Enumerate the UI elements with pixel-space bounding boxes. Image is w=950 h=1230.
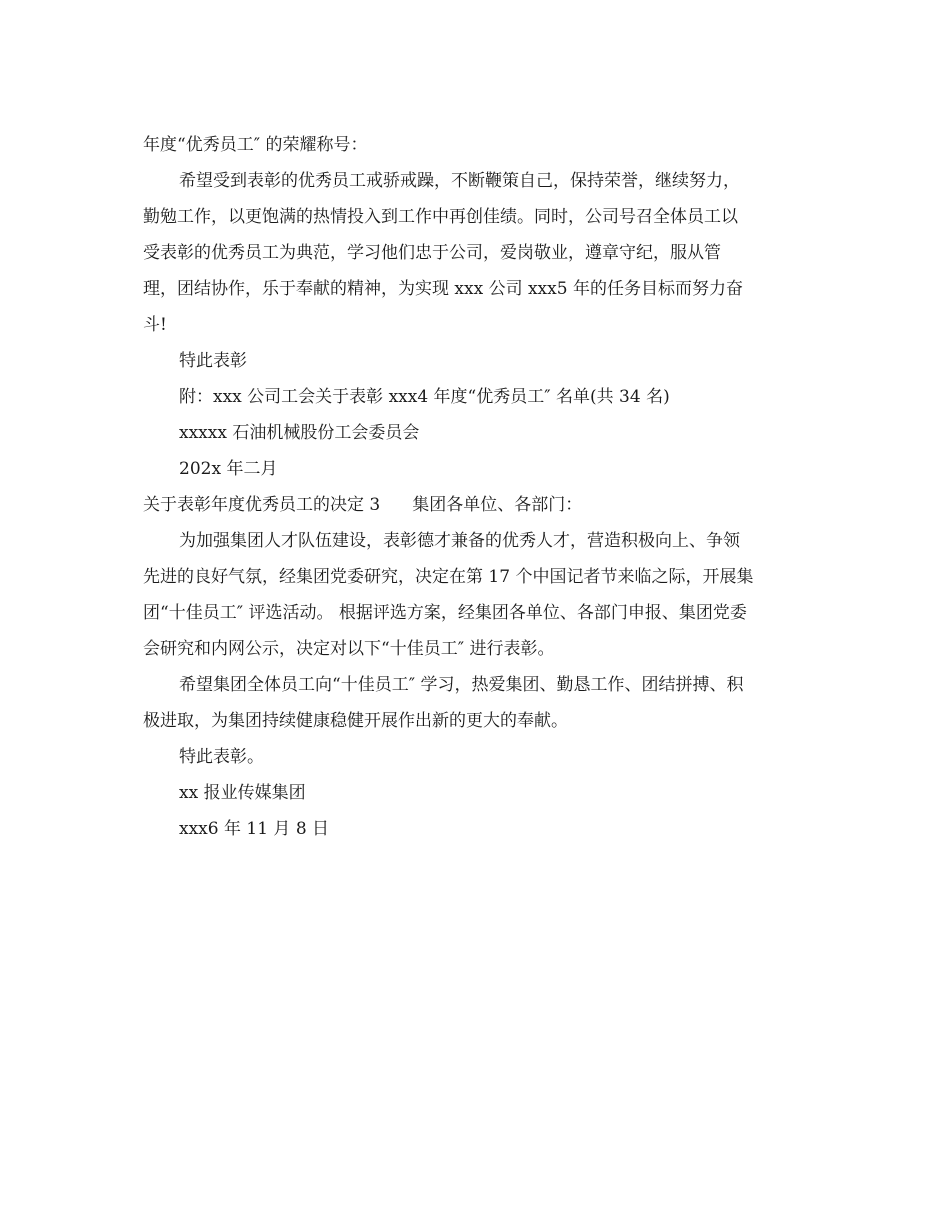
paragraph-line: 希望集团全体员工向“十佳员工″ 学习，热爱集团、勤恳工作、团结拼搏、积	[179, 675, 744, 695]
signature-org: xx 报业传媒集团	[179, 783, 306, 803]
attachment-line: 附：xxx 公司工会关于表彰 xxx4 年度“优秀员工″ 名单(共 34 名)	[179, 387, 670, 407]
signature-date: xxx6 年 11 月 8 日	[179, 819, 330, 839]
paragraph-line: 先进的良好气氛，经集团党委研究，决定在第 17 个中国记者节来临之际，开展集	[143, 567, 754, 587]
closing-line: 特此表彰。	[179, 747, 264, 767]
paragraph-line: 会研究和内网公示，决定对以下“十佳员工″ 进行表彰。	[143, 639, 555, 659]
closing-line: 特此表彰	[179, 351, 247, 371]
paragraph-line: 为加强集团人才队伍建设，表彰德才兼备的优秀人才，营造积极向上、争领	[179, 531, 740, 551]
paragraph-line: 勤勉工作，以更饱满的热情投入到工作中再创佳绩。同时，公司号召全体员工以	[143, 207, 738, 227]
document-body	[143, 127, 813, 847]
section-title: 关于表彰年度优秀员工的决定 3	[143, 495, 381, 515]
paragraph-line: 团“十佳员工″ 评选活动。 根据评选方案，经集团各单位、各部门申报、集团党委	[143, 603, 747, 623]
paragraph-line: 斗!	[143, 315, 167, 335]
section-title-line	[143, 487, 813, 523]
signature-date: 202x 年二月	[179, 459, 278, 479]
salutation: 集团各单位、各部门：	[412, 495, 583, 515]
paragraph-line: 希望受到表彰的优秀员工戒骄戒躁，不断鞭策自己，保持荣誉，继续努力，	[179, 171, 740, 191]
paragraph-line: 理，团结协作，乐于奉献的精神，为实现 xxx 公司 xxx5 年的任务目标而努力奋	[143, 279, 743, 299]
signature-org: xxxxx 石油机械股份工会委员会	[179, 423, 420, 443]
paragraph-line: 极进取，为集团持续健康稳健开展作出新的更大的奉献。	[143, 711, 568, 731]
paragraph-line: 受表彰的优秀员工为典范，学习他们忠于公司，爱岗敬业，遵章守纪，服从管	[143, 243, 721, 263]
intro-tail-line: 年度“优秀员工″ 的荣耀称号：	[143, 135, 368, 155]
